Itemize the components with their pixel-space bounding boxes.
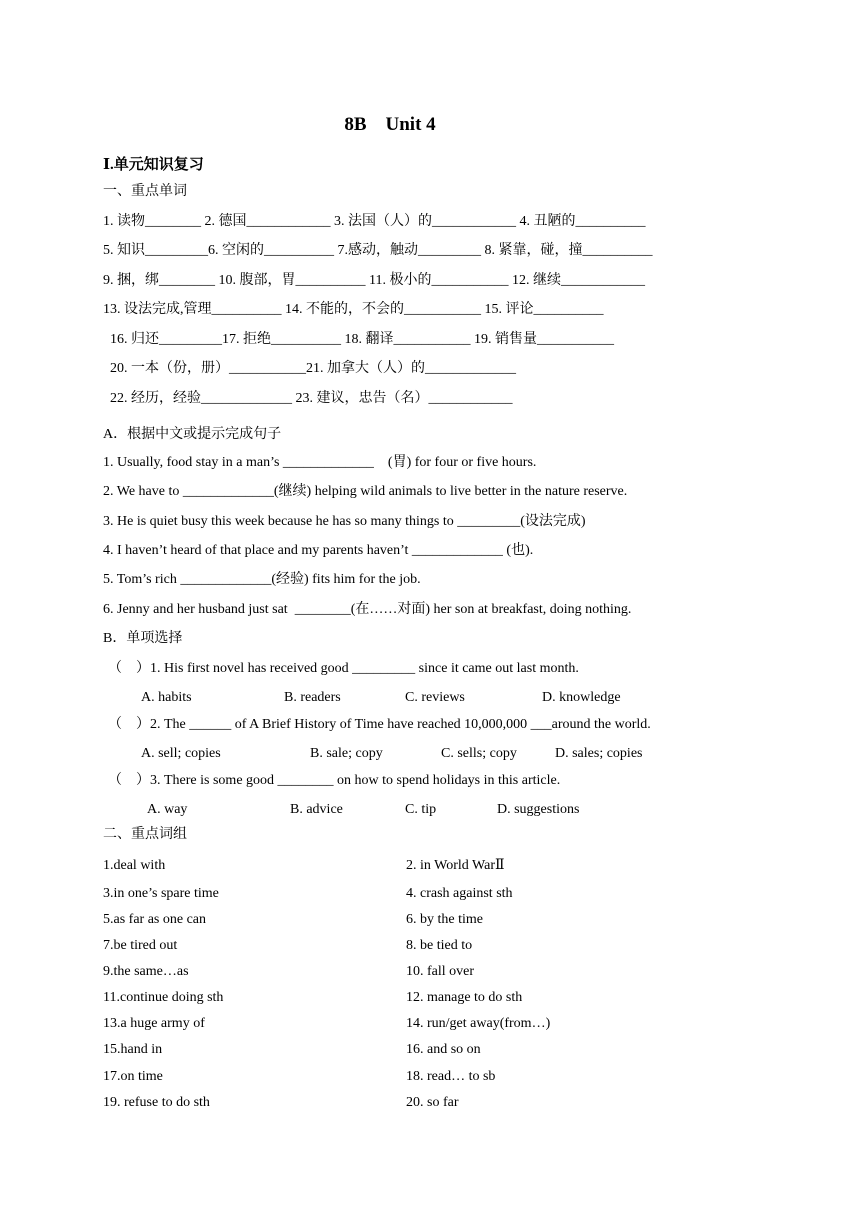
word-row: 5. 知识_________6. 空闲的__________ 7.感动，触动_________ 8. 紧靠，碰，撞__________ — [103, 243, 653, 258]
option: C. tip — [405, 802, 437, 817]
phrase-item: 17.on time — [103, 1069, 163, 1084]
phrase-item: 10. fall over — [406, 964, 475, 979]
word-row: 1. 读物________ 2. 德国____________ 3. 法国（人）的____________ 4. 丑陋的__________ — [103, 214, 646, 229]
word-row: 20. 一本（份，册）___________21. 加拿大（人）的_____________ — [103, 361, 516, 376]
part-a-heading: A．根据中文或提示完成句子 — [103, 427, 282, 442]
phrase-item: 6. by the time — [406, 912, 483, 927]
phrase-item: 13.a huge army of — [103, 1016, 205, 1031]
option: C. sells; copy — [441, 746, 517, 761]
phrases-heading: 二、重点词组 — [103, 827, 187, 842]
part-b-heading: B．单项选择 — [103, 631, 183, 646]
phrase-item: 11.continue doing sth — [103, 990, 224, 1005]
phrase-item: 16. and so on — [406, 1042, 481, 1057]
sentence: 6. Jenny and her husband just sat ________(在……对面) her son at breakfast, doing nothing. — [103, 602, 632, 617]
phrase-item: 1.deal with — [103, 858, 166, 873]
option: A. way — [147, 802, 188, 817]
option: D. knowledge — [542, 690, 621, 705]
phrase-item: 20. so far — [406, 1095, 459, 1110]
question-stem: （ ）3. There is some good ________ on how to spend holidays in this article. — [108, 773, 561, 788]
page-title: 8B Unit 4 — [344, 114, 436, 135]
option: D. sales; copies — [555, 746, 643, 761]
sentence: 3. He is quiet busy this week because he has so many things to _________(设法完成) — [103, 514, 586, 529]
question-stem: （ ）1. His first novel has received good _________ since it came out last month. — [108, 661, 579, 676]
word-row: 16. 归还_________17. 拒绝__________ 18. 翻译___________ 19. 销售量___________ — [103, 332, 614, 347]
word-row: 9. 捆，绑________ 10. 腹部，胃__________ 11. 极小的___________ 12. 继续____________ — [103, 273, 645, 288]
words-heading: 一、重点单词 — [103, 184, 187, 199]
phrase-item: 7.be tired out — [103, 938, 178, 953]
option: A. habits — [141, 690, 192, 705]
option: A. sell; copies — [141, 746, 221, 761]
option: B. sale; copy — [310, 746, 383, 761]
section-one-heading: Ⅰ.单元知识复习 — [103, 157, 204, 173]
phrase-item: 15.hand in — [103, 1042, 163, 1057]
phrase-item: 2. in World WarⅡ — [406, 858, 505, 873]
word-row: 22. 经历，经验_____________ 23. 建议，忠告（名）____________ — [103, 391, 513, 406]
phrase-item: 9.the same…as — [103, 964, 189, 979]
option: C. reviews — [405, 690, 465, 705]
sentence: 4. I haven’t heard of that place and my parents haven’t _____________ (也). — [103, 543, 534, 558]
phrase-item: 8. be tied to — [406, 938, 473, 953]
phrase-item: 14. run/get away(from…) — [406, 1016, 551, 1031]
option: D. suggestions — [497, 802, 580, 817]
sentence: 1. Usually, food stay in a man’s _____________ (胃) for four or five hours. — [103, 455, 537, 470]
phrase-item: 19. refuse to do sth — [103, 1095, 210, 1110]
phrase-item: 18. read… to sb — [406, 1069, 496, 1084]
question-stem: （ ）2. The ______ of A Brief History of Time have reached 10,000,000 ___around the world. — [108, 717, 651, 732]
phrase-item: 5.as far as one can — [103, 912, 207, 927]
sentence: 5. Tom’s rich _____________(经验) fits him for the job. — [103, 572, 421, 587]
sentence: 2. We have to _____________(继续) helping wild animals to live better in the nature reserve. — [103, 484, 628, 499]
option: B. readers — [284, 690, 341, 705]
phrase-item: 4. crash against sth — [406, 886, 513, 901]
word-row: 13. 设法完成,管理__________ 14. 不能的，不会的___________ 15. 评论__________ — [103, 302, 604, 317]
phrase-item: 3.in one’s spare time — [103, 886, 219, 901]
option: B. advice — [290, 802, 343, 817]
phrase-item: 12. manage to do sth — [406, 990, 523, 1005]
